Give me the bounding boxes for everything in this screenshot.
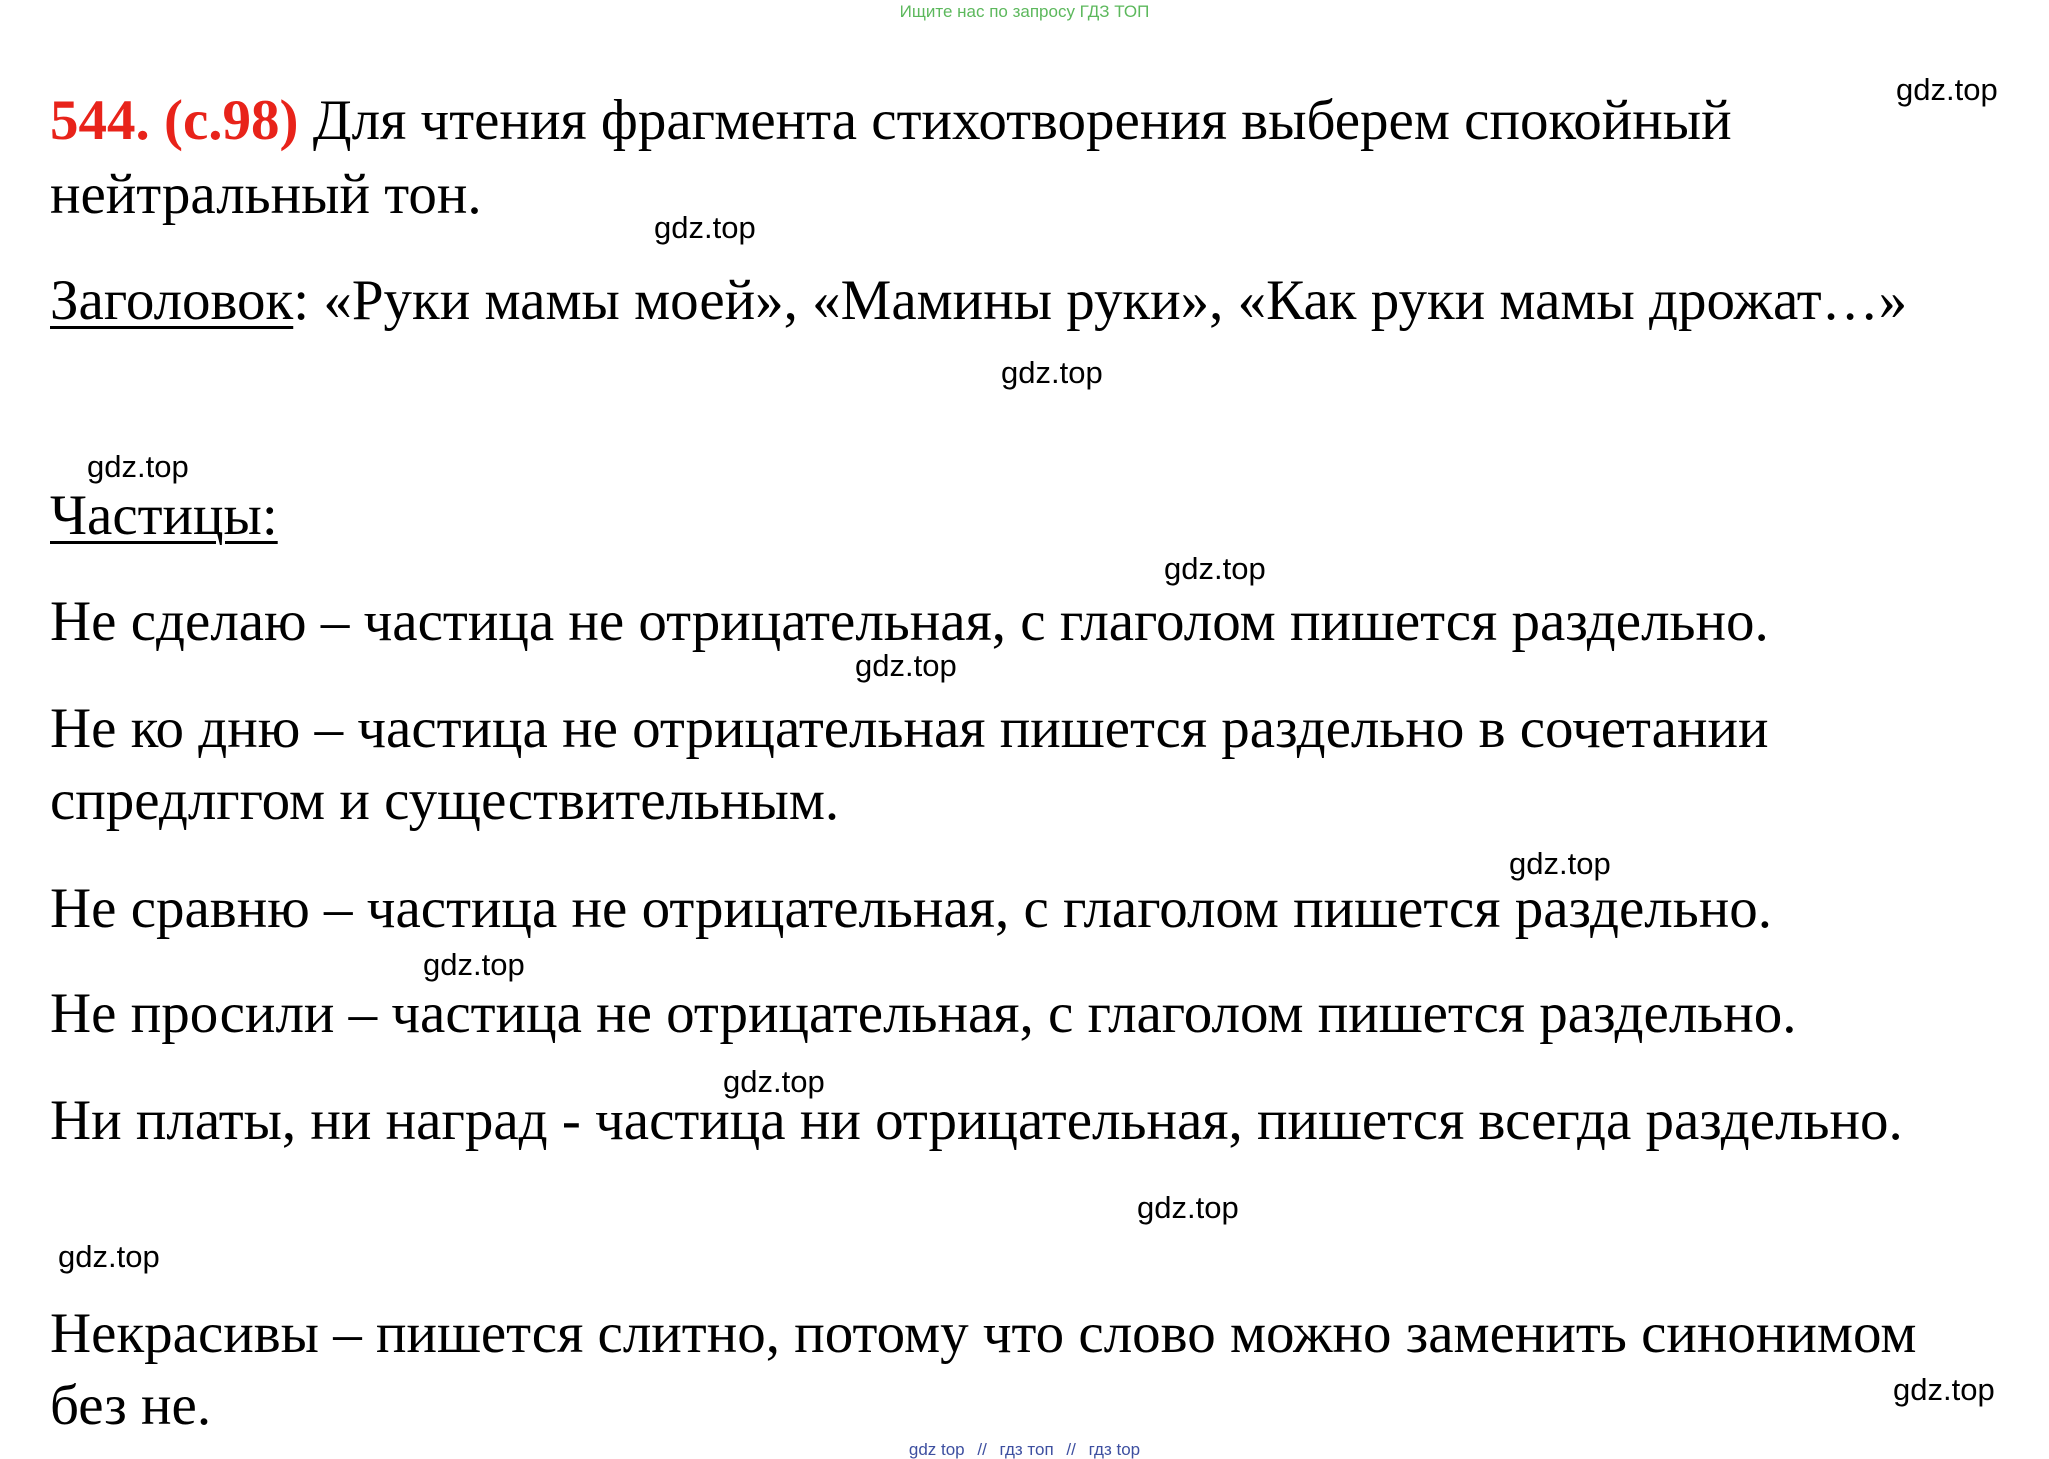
footer-link-gdz-top[interactable]: gdz top <box>908 1440 965 1459</box>
watermark: gdz.top <box>1896 72 1998 107</box>
final-line-1: Некрасивы – пишется слитно, потому что слово можно заменить синонимом <box>50 1302 1917 1365</box>
particles-heading: Частицы: <box>50 484 278 547</box>
watermark: gdz.top <box>1137 1190 1239 1225</box>
title-label: Заголовок <box>50 269 294 332</box>
footer-links <box>0 1441 2049 1458</box>
task-number: 544. (с.98) <box>50 89 299 152</box>
footer-link-gdz-top-ru[interactable]: гдз топ <box>999 1440 1054 1459</box>
watermark: gdz.top <box>723 1064 825 1099</box>
watermark: gdz.top <box>1001 355 1103 390</box>
task-line-2: нейтральный тон. <box>50 163 482 226</box>
footer-separator: // <box>1066 1440 1076 1459</box>
task-line-1 <box>50 89 1732 152</box>
title-section <box>50 269 1908 332</box>
watermark: gdz.top <box>423 947 525 982</box>
task-intro-line1: Для чтения фрагмента стихотворения выберем спокойный <box>312 89 1732 152</box>
watermark: gdz.top <box>1893 1372 1995 1407</box>
footer-separator: // <box>977 1440 987 1459</box>
watermark: gdz.top <box>1164 551 1266 586</box>
watermark: gdz.top <box>87 449 189 484</box>
particle-line-2: Не ко дню – частица не отрицательная пишется раздельно в сочетании <box>50 697 1769 760</box>
final-line-2: без не. <box>50 1374 212 1437</box>
top-banner[interactable]: Ищите нас по запросу ГДЗ ТОП <box>899 2 1150 21</box>
particle-line-5: Не просили – частица не отрицательная, с глаголом пишется раздельно. <box>50 982 1797 1045</box>
particle-line-3: спредлггом и существительным. <box>50 769 840 832</box>
particle-line-6: Ни платы, ни наград - частица ни отрицательная, пишется всегда раздельно. <box>50 1089 1903 1152</box>
watermark: gdz.top <box>1509 846 1611 881</box>
watermark: gdz.top <box>58 1239 160 1274</box>
watermark: gdz.top <box>654 210 756 245</box>
title-text: : «Руки мамы моей», «Мамины руки», «Как руки мамы дрожат…» <box>293 269 1908 332</box>
watermark: gdz.top <box>855 648 957 683</box>
footer-link-gdz-top-mixed[interactable]: гдз top <box>1088 1440 1141 1459</box>
particle-line-1: Не сделаю – частица не отрицательная, с глаголом пишется раздельно. <box>50 590 1769 653</box>
particle-line-4: Не сравню – частица не отрицательная, с глаголом пишется раздельно. <box>50 877 1772 940</box>
